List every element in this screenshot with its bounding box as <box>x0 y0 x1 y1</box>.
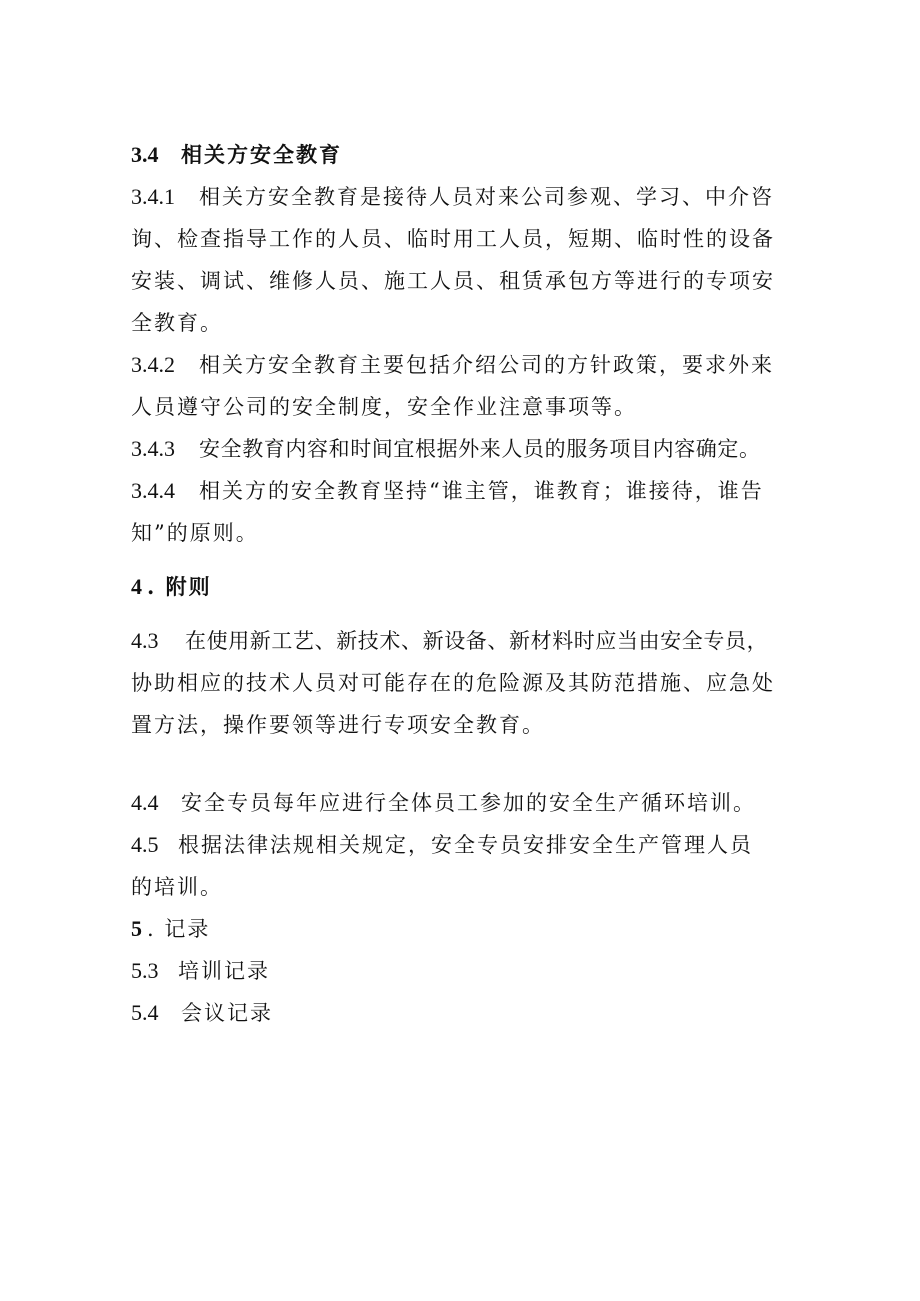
paragraph-4-3-line-2 <box>131 662 791 704</box>
paragraph-3-4-4-line-2 <box>131 512 791 554</box>
section-title: . 记录 <box>147 917 211 941</box>
section-number: 5.4 <box>131 1000 159 1025</box>
paragraph-text: 相关方的安全教育坚持“谁主管，谁教育；谁接待，谁告 <box>199 479 764 503</box>
paragraph-4-5-line-1 <box>131 824 791 866</box>
paragraph-text: 协助相应的技术人员对可能存在的危险源及其防范措施、应急处 <box>131 671 775 695</box>
paragraph-4-5-line-2 <box>131 866 791 908</box>
paragraph-4-4 <box>131 782 791 824</box>
section-number: 4.4 <box>131 790 159 815</box>
paragraph-text: 根据法律法规相关规定，安全专员安排安全生产管理人员 <box>178 833 753 857</box>
section-heading-3-4 <box>131 134 791 176</box>
section-number: 5 <box>131 916 142 941</box>
paragraph-3-4-2-line-1 <box>131 344 791 386</box>
paragraph-3-4-1-line-4 <box>131 302 791 344</box>
paragraph-text: 会议记录 <box>181 1001 273 1025</box>
paragraph-text: 安装、调试、维修人员、施工人员、租赁承包方等进行的专项安 <box>131 269 775 293</box>
paragraph-3-4-1-line-3 <box>131 260 791 302</box>
document-body <box>131 134 791 1034</box>
paragraph-text: 相关方安全教育是接待人员对来公司参观、学习、中介咨 <box>199 185 774 209</box>
section-number: 3.4.4 <box>131 478 175 503</box>
section-number: 3.4.3 <box>131 436 175 461</box>
paragraph-4-3-line-3 <box>131 704 791 746</box>
paragraph-text: 询、检查指导工作的人员、临时用工人员，短期、临时性的设备 <box>131 227 775 251</box>
paragraph-text: 的培训。 <box>131 875 223 899</box>
section-number: 5.3 <box>131 958 159 983</box>
paragraph-text: 安全教育内容和时间宜根据外来人员的服务项目内容确定。 <box>199 437 761 461</box>
section-number: 4.3 <box>131 628 159 653</box>
section-number: 3.4.1 <box>131 184 175 209</box>
paragraph-text: 培训记录 <box>178 959 270 983</box>
paragraph-3-4-1-line-2 <box>131 218 791 260</box>
paragraph-text: 安全专员每年应进行全体员工参加的安全生产循环培训。 <box>181 791 756 815</box>
paragraph-4-3-line-1 <box>131 620 791 662</box>
paragraph-text: 知”的原则。 <box>131 521 259 545</box>
paragraph-3-4-3 <box>131 428 791 470</box>
paragraph-3-4-1-line-1 <box>131 176 791 218</box>
section-number: 3.4 <box>131 142 159 167</box>
paragraph-text: 相关方安全教育主要包括介绍公司的方针政策，要求外来 <box>199 353 774 377</box>
section-number: 4 <box>131 574 142 599</box>
section-title: 相关方安全教育 <box>181 142 342 167</box>
paragraph-text: 全教育。 <box>131 311 223 335</box>
section-heading-4 <box>131 566 791 608</box>
paragraph-text: 置方法，操作要领等进行专项安全教育。 <box>131 713 545 737</box>
paragraph-3-4-2-line-2 <box>131 386 791 428</box>
section-title: . 附则 <box>147 574 212 599</box>
paragraph-5-3 <box>131 950 791 992</box>
paragraph-5-4 <box>131 992 791 1034</box>
paragraph-text: 人员遵守公司的安全制度，安全作业注意事项等。 <box>131 395 637 419</box>
paragraph-text: 在使用新工艺、新技术、新设备、新材料时应当由安全专员， <box>185 629 769 653</box>
section-heading-5 <box>131 908 791 950</box>
section-number: 4.5 <box>131 832 159 857</box>
paragraph-3-4-4-line-1 <box>131 470 791 512</box>
section-number: 3.4.2 <box>131 352 175 377</box>
